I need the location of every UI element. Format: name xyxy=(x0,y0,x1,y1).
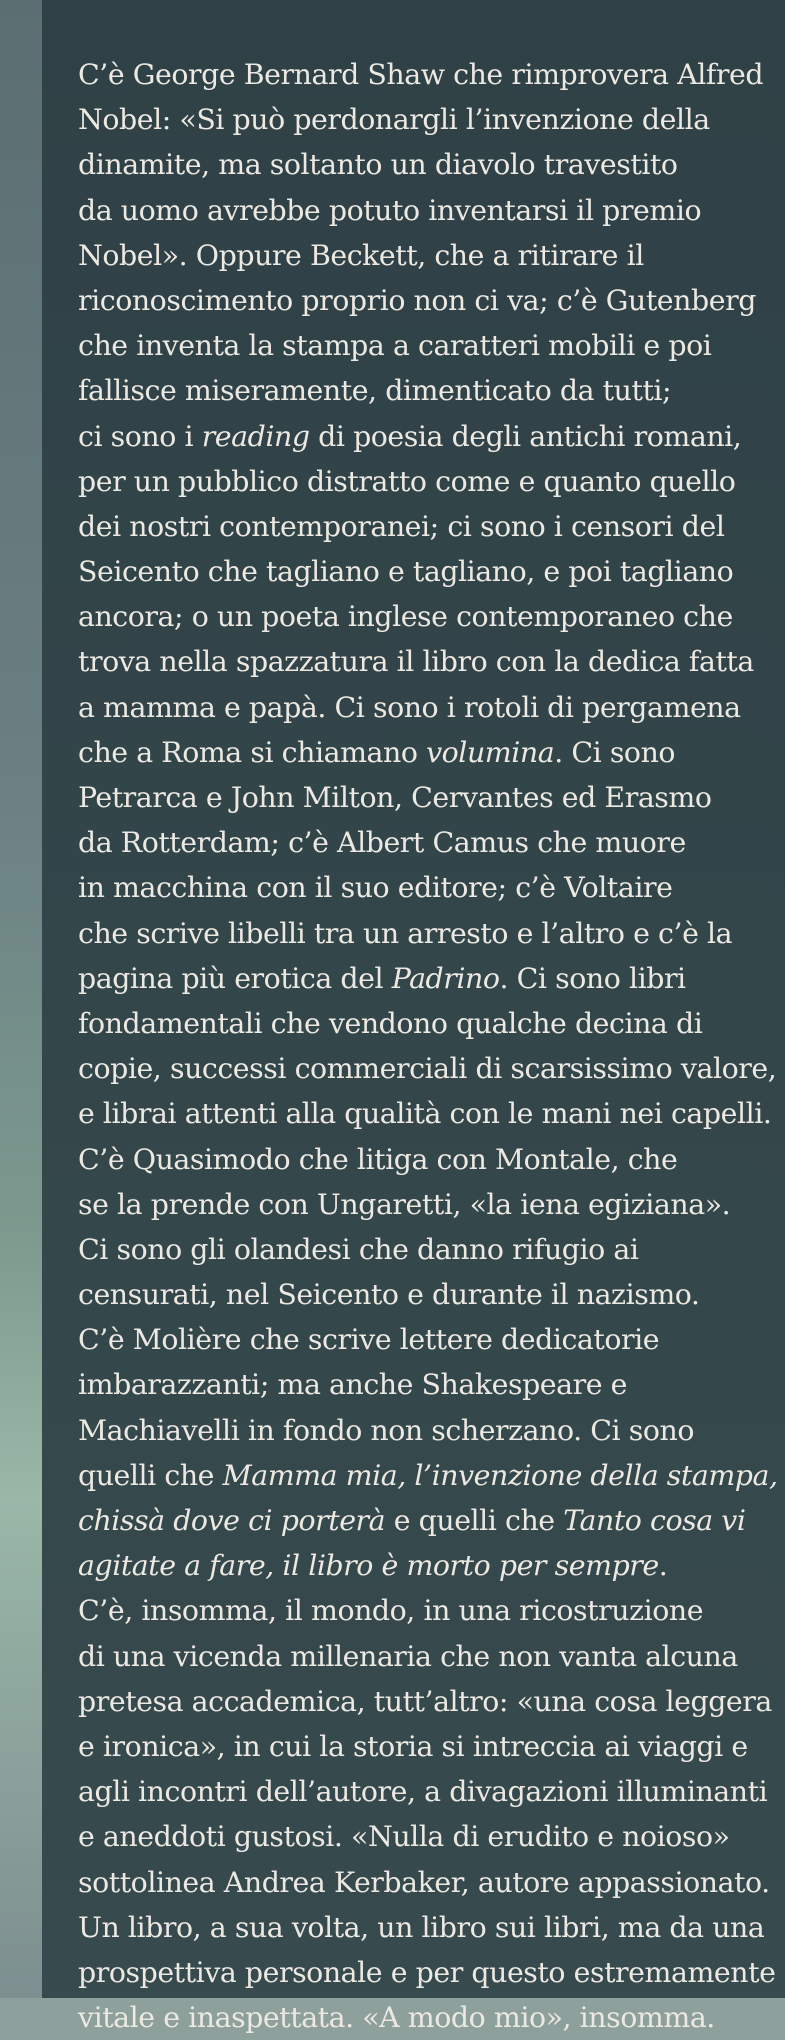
text-segment: e quelli che xyxy=(385,1504,564,1537)
text-segment: di una vicenda millenaria che non vanta alcuna xyxy=(78,1639,738,1673)
text-line xyxy=(78,594,774,639)
text-segment: C’è Quasimodo che litiga con Montale, che xyxy=(78,1142,678,1176)
text-line xyxy=(78,956,774,1001)
text-segment: agli incontri dell’autore, a divagazioni illuminanti xyxy=(78,1775,768,1809)
text-line xyxy=(78,323,774,368)
text-segment: a mamma e papà. Ci sono i rotoli di pergamena xyxy=(78,690,741,724)
text-segment: C’è Molière che scrive lettere dedicatorie xyxy=(78,1323,660,1357)
text-line xyxy=(78,1769,774,1814)
text-line xyxy=(78,142,774,187)
text-segment: pretesa accademica, tutt’altro: «una cosa leggera xyxy=(78,1684,772,1718)
italic-text-segment: reading xyxy=(201,419,310,453)
text-line xyxy=(78,504,774,549)
italic-text-segment: chissà dove ci porterà xyxy=(78,1504,386,1537)
text-line xyxy=(78,1137,774,1182)
text-segment: che scrive libelli tra un arresto e l’altro e c’è la xyxy=(78,916,733,950)
italic-text-segment: agitate a fare, il libro è morto per sempre xyxy=(78,1549,659,1583)
text-line xyxy=(78,1995,774,2040)
text-segment: ancora; o un poeta inglese contemporaneo che xyxy=(78,600,733,634)
text-line xyxy=(78,1498,774,1543)
text-line xyxy=(78,685,774,730)
text-segment: e ironica», in cui la storia si intreccia ai viaggi e xyxy=(78,1729,748,1763)
text-segment: Nobel». Oppure Beckett, che a ritirare il xyxy=(78,238,644,272)
text-segment: censurati, nel Seicento e durante il nazismo. xyxy=(78,1278,700,1312)
text-segment: Seicento che tagliano e tagliano, e poi tagliano xyxy=(78,555,734,589)
blurb-text xyxy=(78,52,778,2040)
italic-text-segment: Padrino xyxy=(391,961,500,995)
cover-edge-strip xyxy=(0,0,42,1998)
text-line xyxy=(78,549,774,594)
text-segment: imbarazzanti; ma anche Shakespeare e xyxy=(78,1368,628,1402)
italic-text-segment: Tanto cosa vi xyxy=(563,1504,746,1537)
text-line xyxy=(78,1453,778,1498)
text-line xyxy=(78,1905,774,1950)
text-segment: dinamite, ma soltanto un diavolo travestito xyxy=(78,148,678,182)
text-segment: di poesia degli antichi romani, xyxy=(309,419,742,453)
text-line xyxy=(78,865,774,910)
text-line xyxy=(78,1950,774,1995)
text-segment: Machiavelli in fondo non scherzano. Ci sono xyxy=(78,1413,695,1447)
text-line xyxy=(78,1588,774,1633)
text-line xyxy=(78,1272,774,1317)
text-segment: . Ci sono xyxy=(554,735,676,769)
text-segment: Nobel: «Si può perdonargli l’invenzione della xyxy=(78,103,710,137)
text-segment: trova nella spazzatura il libro con la dedica fatta xyxy=(78,645,754,679)
italic-text-segment: volumina xyxy=(426,735,555,769)
text-segment: in macchina con il suo editore; c’è Voltaire xyxy=(78,871,673,905)
text-segment: Ci sono gli olandesi che danno rifugio ai xyxy=(78,1232,639,1266)
text-segment: pagina più erotica del xyxy=(78,961,392,995)
text-line xyxy=(78,730,774,775)
text-segment: Petrarca e John Milton, Cervantes ed Erasmo xyxy=(78,781,712,814)
text-segment: copie, successi commerciali di scarsissimo valore, xyxy=(78,1052,777,1086)
text-segment: . xyxy=(658,1549,668,1583)
text-segment: da uomo avrebbe potuto inventarsi il premio xyxy=(78,193,702,227)
text-line xyxy=(78,414,774,459)
text-line xyxy=(78,368,774,413)
text-line xyxy=(78,459,774,504)
text-line xyxy=(78,639,774,684)
text-line xyxy=(78,1860,774,1905)
text-segment: Un libro, a sua volta, un libro sui libri, ma da una xyxy=(78,1910,765,1944)
text-segment: da Rotterdam; c’è Albert Camus che muore xyxy=(78,826,686,860)
text-line xyxy=(78,1317,774,1362)
text-line xyxy=(78,1046,777,1091)
text-line xyxy=(78,775,774,820)
text-segment: che inventa la stampa a caratteri mobili e poi xyxy=(78,329,712,363)
text-line xyxy=(78,1679,774,1724)
text-line xyxy=(78,1001,774,1046)
text-segment: sottolinea Andrea Kerbaker, autore appassionato. xyxy=(78,1865,770,1899)
text-line xyxy=(78,1362,774,1407)
text-segment: ci sono i xyxy=(78,419,202,453)
text-segment: dei nostri contemporanei; ci sono i censori del xyxy=(78,509,725,543)
text-segment: fallisce miseramente, dimenticato da tutti; xyxy=(78,374,672,408)
text-segment: C’è George Bernard Shaw che rimprovera Alfred xyxy=(78,58,764,91)
text-line xyxy=(78,911,774,956)
text-line xyxy=(78,233,774,278)
text-segment: vitale e inaspettata. «A modo mio», insomma. xyxy=(78,2001,715,2035)
text-segment: per un pubblico distratto come e quanto quello xyxy=(78,464,736,498)
text-line xyxy=(78,820,774,865)
text-segment: . Ci sono libri xyxy=(499,961,686,995)
text-segment: e librai attenti alla qualità con le mani nei capelli. xyxy=(78,1097,772,1131)
text-line xyxy=(78,1814,774,1859)
italic-text-segment: Mamma mia, l’invenzione della stampa, xyxy=(222,1458,778,1492)
text-segment: riconoscimento proprio non ci va; c’è Gutenberg xyxy=(78,283,756,317)
text-segment: e aneddoti gustosi. «Nulla di erudito e noioso» xyxy=(78,1820,730,1854)
text-segment: C’è, insomma, il mondo, in una ricostruzione xyxy=(78,1594,704,1628)
text-line xyxy=(78,52,774,97)
text-segment: quelli che xyxy=(78,1458,223,1492)
text-segment: prospettiva personale e per questo estremamente xyxy=(78,1955,776,1989)
text-line xyxy=(78,1543,774,1588)
text-segment: che a Roma si chiamano xyxy=(78,735,427,769)
text-line xyxy=(78,1182,774,1227)
text-line xyxy=(78,188,774,233)
text-line xyxy=(78,97,774,142)
text-segment: fondamentali che vendono qualche decina di xyxy=(78,1006,703,1040)
text-line xyxy=(78,1091,774,1136)
text-segment: se la prende con Ungaretti, «la iena egiziana». xyxy=(78,1187,731,1221)
text-line xyxy=(78,278,774,323)
text-line xyxy=(78,1408,774,1453)
text-line xyxy=(78,1227,774,1272)
text-line xyxy=(78,1724,774,1769)
text-line xyxy=(78,1634,774,1679)
